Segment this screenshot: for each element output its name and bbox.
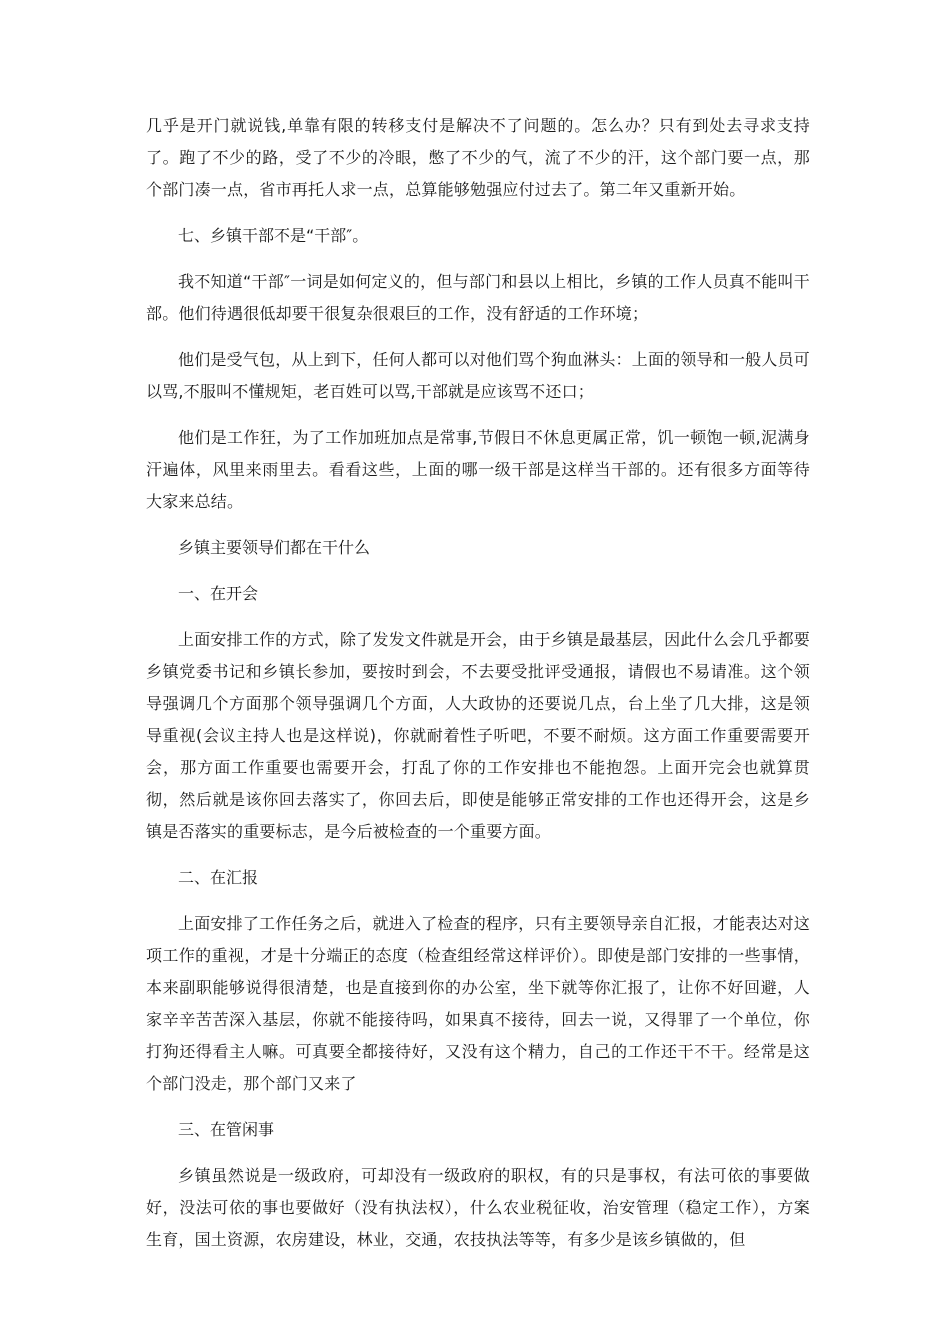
paragraph-meetings: 上面安排工作的方式，除了发发文件就是开会，由于乡镇是最基层，因此什么会几乎都要乡镇党委书记和乡镇长参加，要按时到会，不去要受批评受通报，请假也不易请准。这个领导强调几个方面那个领导强调几个方面，人大政协的还要说几点，台上坐了几大排，这是领导重视(会议主持人也是这样说)，你就耐着性子听吧，不要不耐烦。这方面工作重要需要开会，那方面工作重要也需要开会，打乱了你的工作安排也不能抱怨。上面开完会也就算贯彻，然后就是该你回去落实了，你回去后，即使是能够正常安排的工作也还得开会，这是乡镇是否落实的重要标志，是今后被检查的一个重要方面。 — [146, 630, 810, 841]
paragraph-funding: 几乎是开门就说钱,单靠有限的转移支付是解决不了问题的。怎么办？只有到处去寻求支持了。跑了不少的路，受了不少的冷眼，憋了不少的气，流了不少的汗，这个部门要一点，那个部门凑一点，省市再托人求一点，总算能够勉强应付过去了。第二年又重新开始。 — [146, 116, 810, 199]
paragraph-cadre-definition: 我不知道“干部″一词是如何定义的，但与部门和县以上相比，乡镇的工作人员真不能叫干部。他们待遇很低却要干很复杂很艰巨的工作，没有舒适的工作环境； — [146, 272, 810, 323]
paragraph-cadre-workaholic: 他们是工作狂，为了工作加班加点是常事,节假日不休息更属正常，饥一顿饱一顿,泥满身汗遍体，风里来雨里去。看看这些，上面的哪一级干部是这样当干部的。还有很多方面等待大家来总结。 — [146, 428, 810, 511]
heading-side-matters: 三、在管闲事 — [178, 1120, 275, 1139]
heading-leaders-doing: 乡镇主要领导们都在干什么 — [178, 538, 371, 557]
document-body — [146, 110, 810, 1270]
heading-reporting: 二、在汇报 — [178, 868, 259, 887]
heading-meetings: 一、在开会 — [178, 584, 259, 603]
paragraph-side-matters: 乡镇虽然说是一级政府，可却没有一级政府的职权，有的只是事权，有法可依的事要做好，没法可依的事也要做好（没有执法权），什么农业税征收，治安管理（稳定工作），方案生育，国土资源，农房建设，林业，交通，农技执法等等，有多少是该乡镇做的，但 — [146, 1166, 810, 1249]
paragraph-cadre-scolded: 他们是受气包，从上到下，任何人都可以对他们骂个狗血淋头：上面的领导和一般人员可以骂,不服叫不懂规矩，老百姓可以骂,干部就是应该骂不还口； — [146, 350, 810, 401]
heading-section-7: 七、乡镇干部不是“干部″。 — [178, 226, 369, 245]
paragraph-reporting: 上面安排了工作任务之后，就进入了检查的程序，只有主要领导亲自汇报，才能表达对这项工作的重视，才是十分端正的态度（检查组经常这样评价）。即使是部门安排的一些事情，本来副职能够说得很清楚，也是直接到你的办公室，坐下就等你汇报了，让你不好回避，人家辛辛苦苦深入基层，你就不能接待吗，如果真不接待，回去一说，又得罪了一个单位，你打狗还得看主人嘛。可真要全都接待好，又没有这个精力，自己的工作还干不干。经常是这个部门没走，那个部门又来了 — [146, 914, 810, 1093]
